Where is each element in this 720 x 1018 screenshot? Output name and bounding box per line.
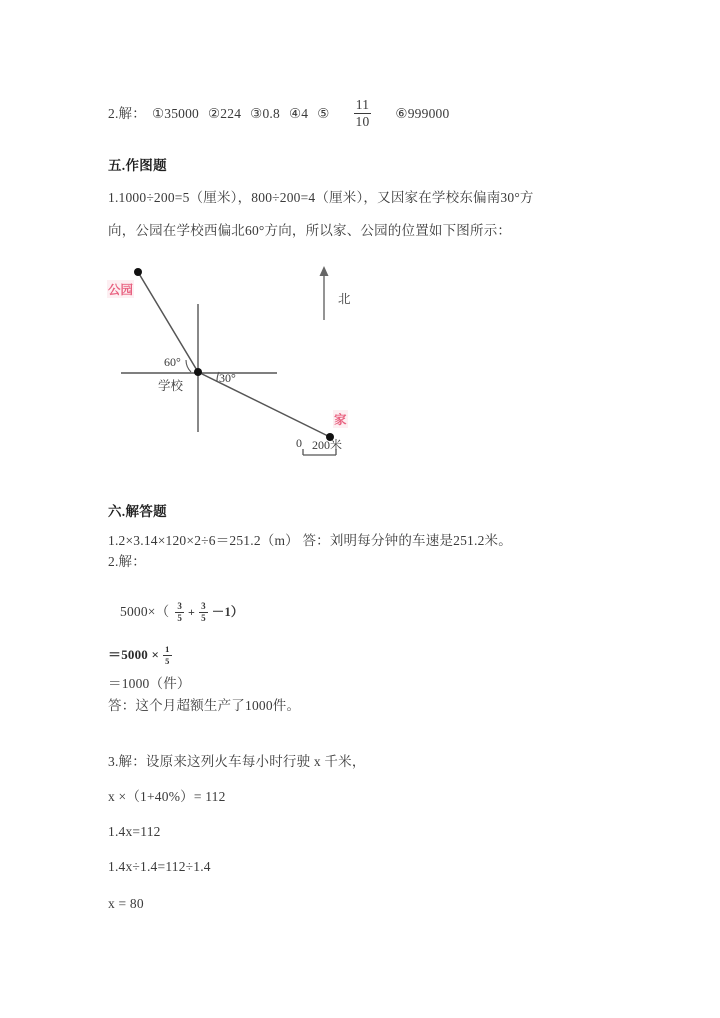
answer-item-4: ④4 <box>288 105 309 121</box>
answer-item-1: ①35000 <box>151 105 199 121</box>
section-five-paragraph-line1: 1.1000÷200=5（厘米），800÷200=4（厘米），又因家在学校东偏南30°方 <box>108 190 534 205</box>
q2-expression-row <box>120 602 244 623</box>
q2-step2-row <box>108 645 174 665</box>
diagram-svg <box>100 258 400 478</box>
q2-step2-fraction <box>163 645 171 665</box>
section-six-q2-intro: 2.解： <box>108 554 146 569</box>
fraction-denominator: 5 <box>177 613 183 623</box>
section-five-paragraph-line2: 向，公园在学校西偏北60°方向，所以家、公园的位置如下图所示： <box>108 223 512 238</box>
q2-answer: 答：这个月超额生产了1000件。 <box>108 698 301 713</box>
direction-diagram <box>100 258 400 478</box>
section-heading-five: 五.作图题 <box>108 158 167 173</box>
answer-fraction-11-10 <box>354 98 372 128</box>
fraction-numerator: 1 <box>165 644 170 654</box>
section-heading-six: 六.解答题 <box>108 504 167 519</box>
q3-line2: x ×（1+40%）= 112 <box>108 789 226 804</box>
q2-step3: ＝1000（件） <box>108 676 191 691</box>
fraction-numerator: 11 <box>355 97 370 112</box>
q2-operator-minus-one: －1） <box>211 605 244 619</box>
diagram-label-school: 学校 <box>158 379 184 393</box>
q3-line1: 3.解：设原来这列火车每小时行驶 x 千米， <box>108 754 366 769</box>
diagram-label-home: 家 <box>333 410 348 428</box>
q2-expr-prefix: 5000×（ <box>120 604 170 620</box>
q2-fraction-b <box>199 602 208 623</box>
point-school <box>194 368 202 376</box>
answers-prefix: 2.解： <box>108 105 146 121</box>
q3-line4: 1.4x÷1.4=112÷1.4 <box>108 859 211 874</box>
diagram-angle-30: 30° <box>219 371 236 385</box>
diagram-label-park: 公园 <box>107 280 134 298</box>
fraction-numerator: 3 <box>201 601 206 611</box>
fraction-denominator: 5 <box>165 655 170 666</box>
diagram-label-north: 北 <box>338 292 351 306</box>
line-school-to-home <box>198 372 330 437</box>
answer-item-5: ⑤ <box>317 105 330 121</box>
q2-fraction-a <box>175 602 184 623</box>
fraction-denominator: 5 <box>201 613 206 623</box>
answer-item-3: ③0.8 <box>250 105 280 121</box>
scale-label-value: 200米 <box>312 438 343 452</box>
answers-row <box>108 99 449 129</box>
answer-item-6: ⑥999000 <box>395 105 450 121</box>
diagram-angle-60: 60° <box>164 355 181 369</box>
fraction-numerator: 3 <box>177 601 183 611</box>
section-six-q1: 1.2×3.14×120×2÷6＝251.2（m） 答：刘明每分钟的车速是251.2米。 <box>108 533 512 548</box>
q2-operator-plus: + <box>188 605 196 620</box>
north-arrow-head <box>320 266 329 276</box>
scale-label-zero: 0 <box>296 436 302 450</box>
angle-arc-60 <box>186 360 191 372</box>
q3-line3: 1.4x=112 <box>108 824 161 839</box>
point-park <box>134 268 142 276</box>
q3-line5: x = 80 <box>108 896 144 911</box>
q2-step2-prefix: ＝5000 × <box>108 647 160 663</box>
answer-item-2: ②224 <box>208 105 242 121</box>
fraction-denominator: 10 <box>355 113 370 129</box>
